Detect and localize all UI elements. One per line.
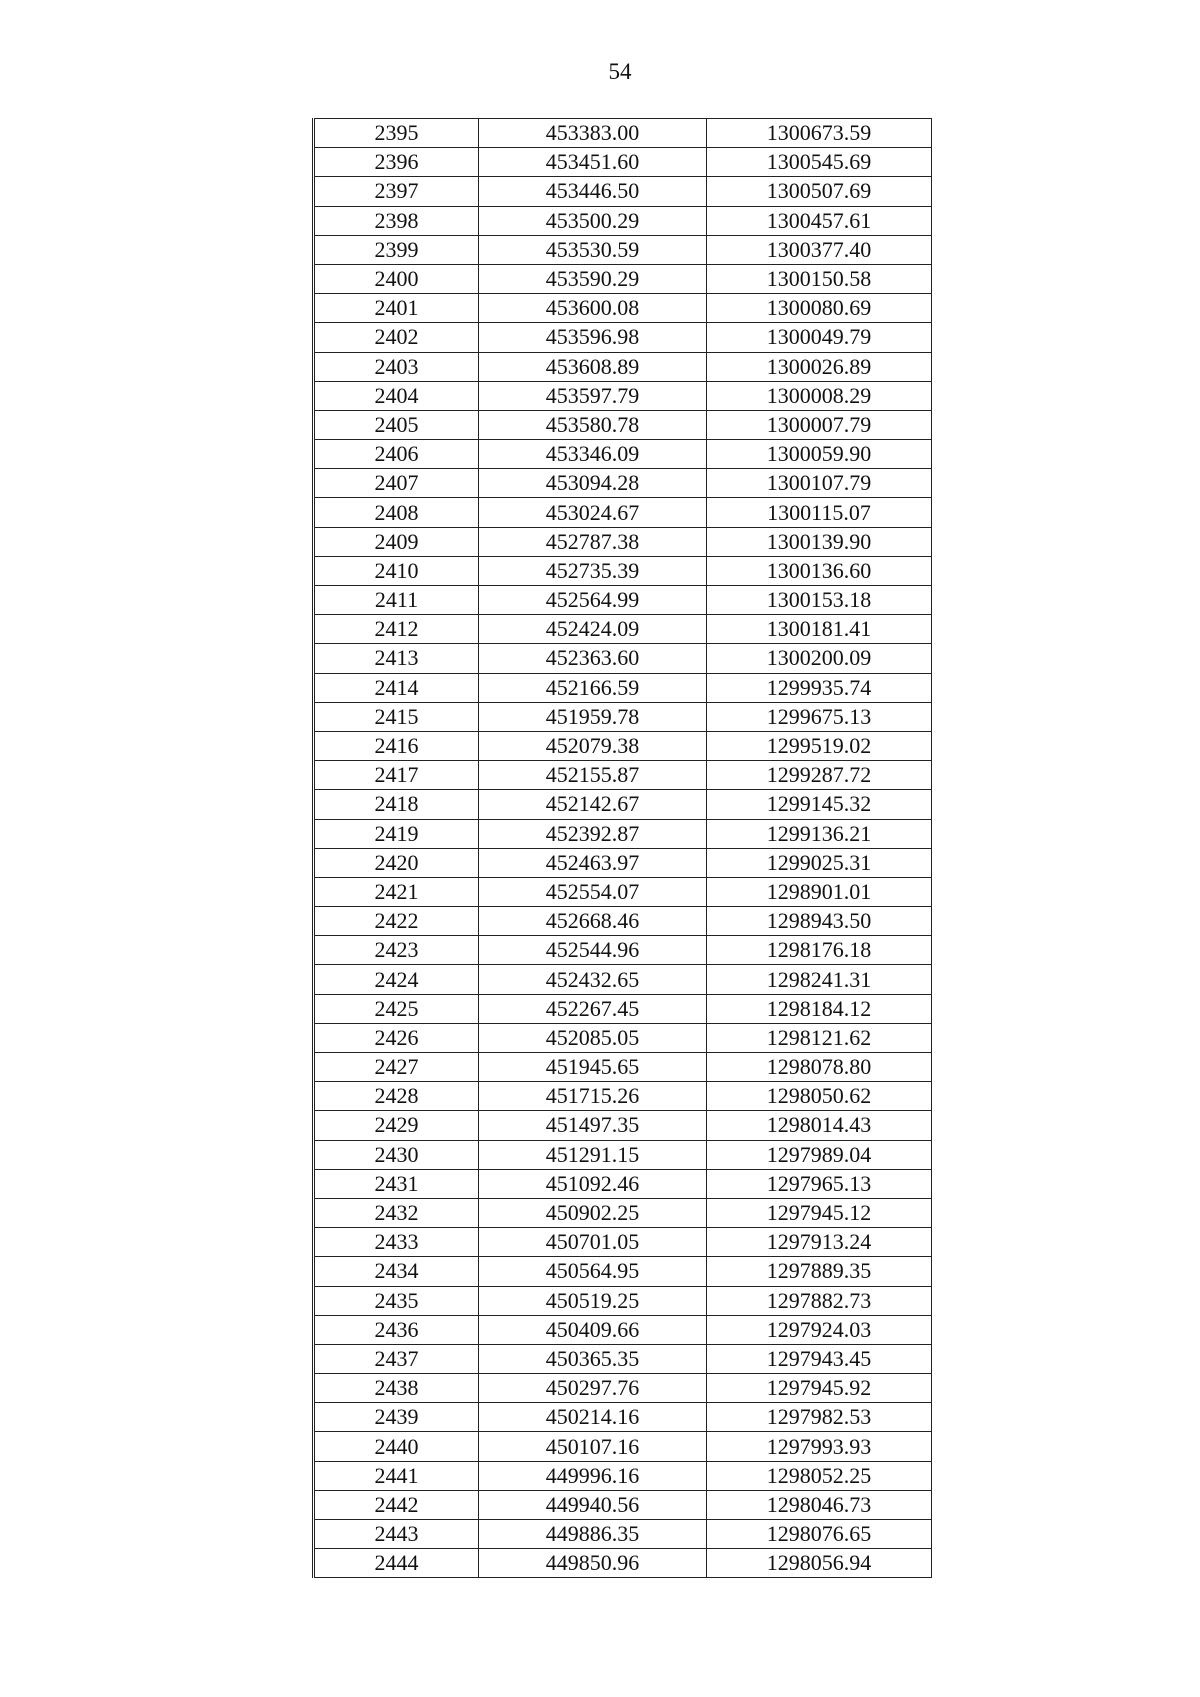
table-row — [314, 848, 932, 877]
point-number-cell: 2418 — [314, 790, 479, 819]
y-coordinate-cell: 1300200.09 — [707, 644, 932, 673]
y-coordinate-cell: 1298052.25 — [707, 1461, 932, 1490]
x-coordinate-cell: 452432.65 — [479, 965, 707, 994]
y-coordinate-cell: 1300507.69 — [707, 177, 932, 206]
point-number-cell: 2395 — [314, 119, 479, 148]
x-coordinate-cell: 453590.29 — [479, 264, 707, 293]
point-number-cell: 2407 — [314, 469, 479, 498]
y-coordinate-cell: 1300150.58 — [707, 264, 932, 293]
point-number-cell: 2441 — [314, 1461, 479, 1490]
y-coordinate-cell: 1297889.35 — [707, 1257, 932, 1286]
table-row — [314, 1082, 932, 1111]
point-number-cell: 2396 — [314, 148, 479, 177]
table-row — [314, 1403, 932, 1432]
x-coordinate-cell: 453024.67 — [479, 498, 707, 527]
x-coordinate-cell: 452079.38 — [479, 731, 707, 760]
point-number-cell: 2420 — [314, 848, 479, 877]
x-coordinate-cell: 449996.16 — [479, 1461, 707, 1490]
point-number-cell: 2414 — [314, 673, 479, 702]
table-row — [314, 119, 932, 148]
x-coordinate-cell: 450519.25 — [479, 1286, 707, 1315]
page-number: 54 — [608, 59, 632, 84]
table-row — [314, 1286, 932, 1315]
y-coordinate-cell: 1299025.31 — [707, 848, 932, 877]
y-coordinate-cell: 1300049.79 — [707, 323, 932, 352]
x-coordinate-cell: 453346.09 — [479, 440, 707, 469]
point-number-cell: 2410 — [314, 556, 479, 585]
point-number-cell: 2413 — [314, 644, 479, 673]
y-coordinate-cell: 1300545.69 — [707, 148, 932, 177]
table-row — [314, 294, 932, 323]
y-coordinate-cell: 1297982.53 — [707, 1403, 932, 1432]
x-coordinate-cell: 450214.16 — [479, 1403, 707, 1432]
table-row — [314, 1315, 932, 1344]
table-row — [314, 1053, 932, 1082]
y-coordinate-cell: 1299935.74 — [707, 673, 932, 702]
table-row — [314, 1111, 932, 1140]
x-coordinate-cell: 449850.96 — [479, 1549, 707, 1578]
table-row — [314, 352, 932, 381]
x-coordinate-cell: 449886.35 — [479, 1520, 707, 1549]
x-coordinate-cell: 452363.60 — [479, 644, 707, 673]
y-coordinate-cell: 1297882.73 — [707, 1286, 932, 1315]
x-coordinate-cell: 451945.65 — [479, 1053, 707, 1082]
table-row — [314, 527, 932, 556]
y-coordinate-cell: 1300136.60 — [707, 556, 932, 585]
point-number-cell: 2406 — [314, 440, 479, 469]
x-coordinate-cell: 453094.28 — [479, 469, 707, 498]
table-row — [314, 1490, 932, 1519]
table-row — [314, 761, 932, 790]
y-coordinate-cell: 1300181.41 — [707, 615, 932, 644]
point-number-cell: 2401 — [314, 294, 479, 323]
point-number-cell: 2403 — [314, 352, 479, 381]
table-row — [314, 644, 932, 673]
table-row — [314, 1374, 932, 1403]
x-coordinate-cell: 453580.78 — [479, 410, 707, 439]
table-row — [314, 1169, 932, 1198]
y-coordinate-cell: 1298076.65 — [707, 1520, 932, 1549]
x-coordinate-cell: 452267.45 — [479, 994, 707, 1023]
x-coordinate-cell: 450409.66 — [479, 1315, 707, 1344]
table-row — [314, 877, 932, 906]
point-number-cell: 2432 — [314, 1198, 479, 1227]
table-row — [314, 1228, 932, 1257]
x-coordinate-cell: 452085.05 — [479, 1023, 707, 1052]
y-coordinate-cell: 1297924.03 — [707, 1315, 932, 1344]
point-number-cell: 2425 — [314, 994, 479, 1023]
x-coordinate-cell: 453530.59 — [479, 235, 707, 264]
table-row — [314, 1432, 932, 1461]
point-number-cell: 2399 — [314, 235, 479, 264]
y-coordinate-cell: 1300457.61 — [707, 206, 932, 235]
table-row — [314, 1140, 932, 1169]
table-row — [314, 381, 932, 410]
y-coordinate-cell: 1300139.90 — [707, 527, 932, 556]
table-row — [314, 702, 932, 731]
x-coordinate-cell: 452142.67 — [479, 790, 707, 819]
y-coordinate-cell: 1299145.32 — [707, 790, 932, 819]
table-row — [314, 731, 932, 760]
x-coordinate-cell: 452166.59 — [479, 673, 707, 702]
x-coordinate-cell: 452668.46 — [479, 907, 707, 936]
point-number-cell: 2422 — [314, 907, 479, 936]
table-row — [314, 1520, 932, 1549]
table-row — [314, 965, 932, 994]
point-number-cell: 2433 — [314, 1228, 479, 1257]
table-row — [314, 177, 932, 206]
x-coordinate-cell: 450701.05 — [479, 1228, 707, 1257]
table-row — [314, 673, 932, 702]
y-coordinate-cell: 1298184.12 — [707, 994, 932, 1023]
point-number-cell: 2402 — [314, 323, 479, 352]
point-number-cell: 2436 — [314, 1315, 479, 1344]
table-row — [314, 264, 932, 293]
y-coordinate-cell: 1300377.40 — [707, 235, 932, 264]
point-number-cell: 2430 — [314, 1140, 479, 1169]
point-number-cell: 2423 — [314, 936, 479, 965]
table-row — [314, 790, 932, 819]
x-coordinate-cell: 451959.78 — [479, 702, 707, 731]
table-row — [314, 323, 932, 352]
x-coordinate-cell: 453500.29 — [479, 206, 707, 235]
point-number-cell: 2443 — [314, 1520, 479, 1549]
x-coordinate-cell: 450564.95 — [479, 1257, 707, 1286]
x-coordinate-cell: 453446.50 — [479, 177, 707, 206]
table-row — [314, 410, 932, 439]
y-coordinate-cell: 1298046.73 — [707, 1490, 932, 1519]
point-number-cell: 2431 — [314, 1169, 479, 1198]
table-row — [314, 907, 932, 936]
y-coordinate-cell: 1300026.89 — [707, 352, 932, 381]
y-coordinate-cell: 1298014.43 — [707, 1111, 932, 1140]
x-coordinate-cell: 450297.76 — [479, 1374, 707, 1403]
point-number-cell: 2421 — [314, 877, 479, 906]
y-coordinate-cell: 1297945.12 — [707, 1198, 932, 1227]
table-row — [314, 1257, 932, 1286]
x-coordinate-cell: 450365.35 — [479, 1344, 707, 1373]
x-coordinate-cell: 452564.99 — [479, 586, 707, 615]
table-row — [314, 936, 932, 965]
x-coordinate-cell: 452787.38 — [479, 527, 707, 556]
point-number-cell: 2404 — [314, 381, 479, 410]
point-number-cell: 2419 — [314, 819, 479, 848]
y-coordinate-cell: 1297943.45 — [707, 1344, 932, 1373]
table-row — [314, 235, 932, 264]
table-row — [314, 469, 932, 498]
point-number-cell: 2424 — [314, 965, 479, 994]
point-number-cell: 2398 — [314, 206, 479, 235]
table-row — [314, 148, 932, 177]
point-number-cell: 2444 — [314, 1549, 479, 1578]
y-coordinate-cell: 1299675.13 — [707, 702, 932, 731]
y-coordinate-cell: 1297989.04 — [707, 1140, 932, 1169]
point-number-cell: 2400 — [314, 264, 479, 293]
x-coordinate-cell: 453597.79 — [479, 381, 707, 410]
y-coordinate-cell: 1300080.69 — [707, 294, 932, 323]
y-coordinate-cell: 1300008.29 — [707, 381, 932, 410]
x-coordinate-cell: 453451.60 — [479, 148, 707, 177]
x-coordinate-cell: 452155.87 — [479, 761, 707, 790]
table-row — [314, 615, 932, 644]
x-coordinate-cell: 453383.00 — [479, 119, 707, 148]
y-coordinate-cell: 1300153.18 — [707, 586, 932, 615]
table-row — [314, 1198, 932, 1227]
point-number-cell: 2442 — [314, 1490, 479, 1519]
x-coordinate-cell: 452554.07 — [479, 877, 707, 906]
point-number-cell: 2412 — [314, 615, 479, 644]
table-row — [314, 498, 932, 527]
y-coordinate-cell: 1298241.31 — [707, 965, 932, 994]
table-row — [314, 586, 932, 615]
table-row — [314, 994, 932, 1023]
point-number-cell: 2435 — [314, 1286, 479, 1315]
table-row — [314, 206, 932, 235]
y-coordinate-cell: 1300115.07 — [707, 498, 932, 527]
table-row — [314, 1549, 932, 1578]
point-number-cell: 2415 — [314, 702, 479, 731]
y-coordinate-cell: 1297945.92 — [707, 1374, 932, 1403]
x-coordinate-cell: 449940.56 — [479, 1490, 707, 1519]
x-coordinate-cell: 452544.96 — [479, 936, 707, 965]
point-number-cell: 2428 — [314, 1082, 479, 1111]
x-coordinate-cell: 452392.87 — [479, 819, 707, 848]
y-coordinate-cell: 1297965.13 — [707, 1169, 932, 1198]
coordinates-table — [312, 118, 932, 1578]
point-number-cell: 2411 — [314, 586, 479, 615]
x-coordinate-cell: 450902.25 — [479, 1198, 707, 1227]
x-coordinate-cell: 451715.26 — [479, 1082, 707, 1111]
point-number-cell: 2427 — [314, 1053, 479, 1082]
y-coordinate-cell: 1299136.21 — [707, 819, 932, 848]
point-number-cell: 2438 — [314, 1374, 479, 1403]
y-coordinate-cell: 1300107.79 — [707, 469, 932, 498]
point-number-cell: 2437 — [314, 1344, 479, 1373]
point-number-cell: 2434 — [314, 1257, 479, 1286]
y-coordinate-cell: 1300007.79 — [707, 410, 932, 439]
table-row — [314, 1023, 932, 1052]
x-coordinate-cell: 451092.46 — [479, 1169, 707, 1198]
y-coordinate-cell: 1298176.18 — [707, 936, 932, 965]
point-number-cell: 2416 — [314, 731, 479, 760]
point-number-cell: 2397 — [314, 177, 479, 206]
x-coordinate-cell: 453600.08 — [479, 294, 707, 323]
point-number-cell: 2409 — [314, 527, 479, 556]
y-coordinate-cell: 1300059.90 — [707, 440, 932, 469]
point-number-cell: 2408 — [314, 498, 479, 527]
x-coordinate-cell: 453608.89 — [479, 352, 707, 381]
x-coordinate-cell: 451497.35 — [479, 1111, 707, 1140]
point-number-cell: 2440 — [314, 1432, 479, 1461]
point-number-cell: 2405 — [314, 410, 479, 439]
y-coordinate-cell: 1299519.02 — [707, 731, 932, 760]
table-row — [314, 1344, 932, 1373]
point-number-cell: 2426 — [314, 1023, 479, 1052]
y-coordinate-cell: 1297913.24 — [707, 1228, 932, 1257]
x-coordinate-cell: 453596.98 — [479, 323, 707, 352]
table-row — [314, 556, 932, 585]
table-row — [314, 1461, 932, 1490]
table-row — [314, 819, 932, 848]
x-coordinate-cell: 452735.39 — [479, 556, 707, 585]
x-coordinate-cell: 451291.15 — [479, 1140, 707, 1169]
y-coordinate-cell: 1298121.62 — [707, 1023, 932, 1052]
y-coordinate-cell: 1300673.59 — [707, 119, 932, 148]
y-coordinate-cell: 1298056.94 — [707, 1549, 932, 1578]
table-row — [314, 440, 932, 469]
x-coordinate-cell: 450107.16 — [479, 1432, 707, 1461]
y-coordinate-cell: 1297993.93 — [707, 1432, 932, 1461]
y-coordinate-cell: 1298901.01 — [707, 877, 932, 906]
y-coordinate-cell: 1298050.62 — [707, 1082, 932, 1111]
y-coordinate-cell: 1298078.80 — [707, 1053, 932, 1082]
point-number-cell: 2417 — [314, 761, 479, 790]
x-coordinate-cell: 452424.09 — [479, 615, 707, 644]
y-coordinate-cell: 1299287.72 — [707, 761, 932, 790]
coordinates-table-body — [314, 119, 932, 1578]
x-coordinate-cell: 452463.97 — [479, 848, 707, 877]
point-number-cell: 2429 — [314, 1111, 479, 1140]
point-number-cell: 2439 — [314, 1403, 479, 1432]
y-coordinate-cell: 1298943.50 — [707, 907, 932, 936]
